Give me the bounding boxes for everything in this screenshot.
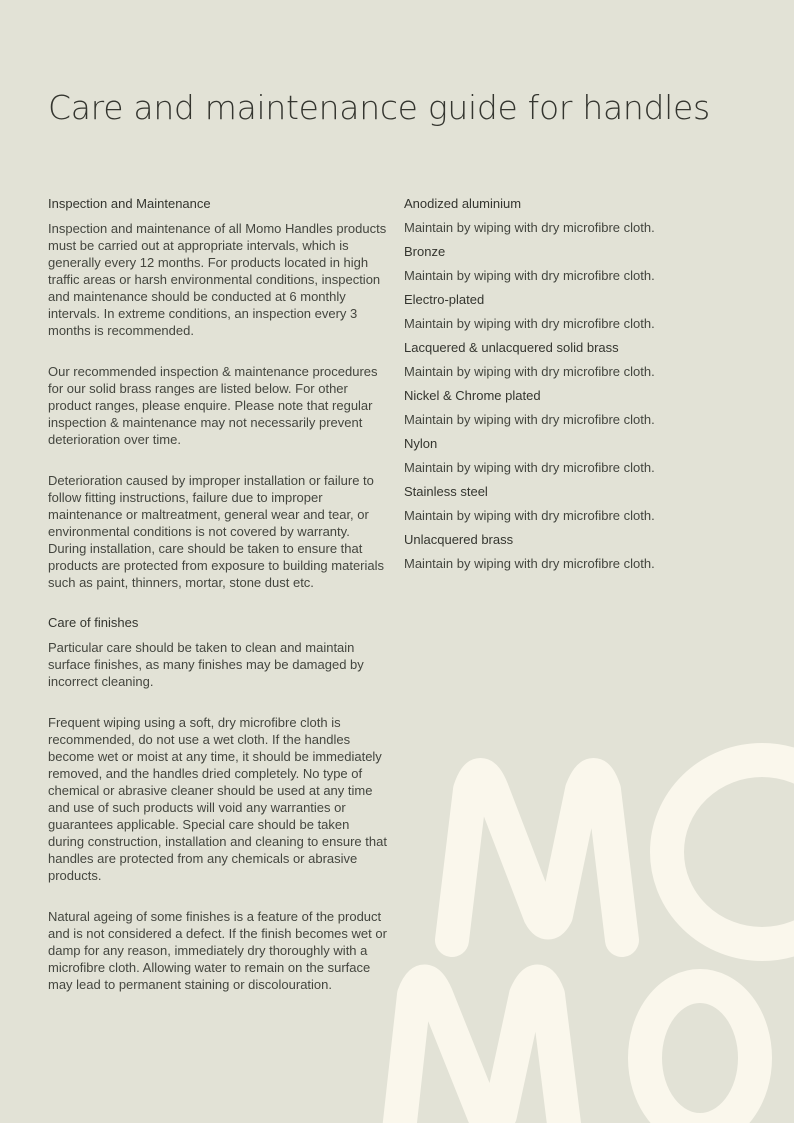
inspection-paragraph-1: Inspection and maintenance of all Momo Handles products must be carried out at appropriate intervals, which is generally every 12 months. For products located in high traffic areas or harsh environmental conditions, inspection and maintenance should be conducted at 6 monthly intervals. In extreme conditions, an inspection every 3 months is recommended.	[48, 221, 387, 338]
finish-care: Maintain by wiping with dry microfibre cloth.	[404, 220, 655, 235]
finish-name: Unlacquered brass	[404, 532, 514, 547]
care-paragraph-1: Particular care should be taken to clean and maintain surface finishes, as many finishes may be damaged by incorrect cleaning.	[48, 640, 364, 689]
finish-name: Stainless steel	[404, 484, 488, 499]
page-title: Care and maintenance guide for handles	[48, 88, 710, 127]
finish-care: Maintain by wiping with dry microfibre cloth.	[404, 364, 655, 379]
finish-care: Maintain by wiping with dry microfibre cloth.	[404, 460, 655, 475]
finish-care: Maintain by wiping with dry microfibre cloth.	[404, 268, 655, 283]
finish-item	[404, 388, 774, 428]
finishes-list	[404, 196, 774, 580]
inspection-paragraph-3: Deterioration caused by improper installation or failure to follow fitting instructions, failure due to improper maintenance or maltreatment, general wear and tear, or environmental conditions is not covered by warranty. During installation, care should be taken to ensure that products are protected from exposure to building materials such as paint, thinners, mortar, stone dust etc.	[48, 473, 385, 590]
finish-name: Anodized aluminium	[404, 196, 522, 211]
finish-item	[404, 484, 774, 524]
finish-care: Maintain by wiping with dry microfibre cloth.	[404, 508, 655, 523]
section-heading-inspection: Inspection and Maintenance	[48, 196, 211, 211]
finish-item	[404, 436, 774, 476]
finish-care: Maintain by wiping with dry microfibre cloth.	[404, 556, 655, 571]
finish-item	[404, 340, 774, 380]
left-column	[48, 196, 388, 993]
finish-name: Electro-plated	[404, 292, 485, 307]
finish-item	[404, 292, 774, 332]
finish-item	[404, 196, 774, 236]
inspection-maintenance-section	[48, 196, 388, 591]
finish-name: Nylon	[404, 436, 438, 451]
care-of-finishes-section	[48, 615, 388, 993]
finish-name: Bronze	[404, 244, 446, 259]
finish-item	[404, 532, 774, 572]
finish-care: Maintain by wiping with dry microfibre cloth.	[404, 412, 655, 427]
finish-care: Maintain by wiping with dry microfibre cloth.	[404, 316, 655, 331]
inspection-paragraph-2: Our recommended inspection & maintenance procedures for our solid brass ranges are listed below. For other product ranges, please enquire. Please note that regular inspection & maintenance may not necessarily prevent deterioration over time.	[48, 364, 378, 447]
care-paragraph-3: Natural ageing of some finishes is a feature of the product and is not considered a defect. If the finish becomes wet or damp for any reason, immediately dry thoroughly with a microfibre cloth. Allowing water to remain on the surface may lead to permanent staining or discolouration.	[48, 909, 387, 992]
care-paragraph-2: Frequent wiping using a soft, dry microfibre cloth is recommended, do not use a wet cloth. If the handles become wet or moist at any time, it should be immediately removed, and the handles dried completely. No type of chemical or abrasive cleaner should be used at any time and use of such products will void any warranties or guarantees applicable. Special care should be taken during construction, installation and cleaning to ensure that handles are protected from any chemicals or abrasive products.	[48, 715, 387, 883]
finish-name: Nickel & Chrome plated	[404, 388, 541, 403]
finish-item	[404, 244, 774, 284]
finish-name: Lacquered & unlacquered solid brass	[404, 340, 619, 355]
section-heading-care-of-finishes: Care of finishes	[48, 615, 139, 630]
